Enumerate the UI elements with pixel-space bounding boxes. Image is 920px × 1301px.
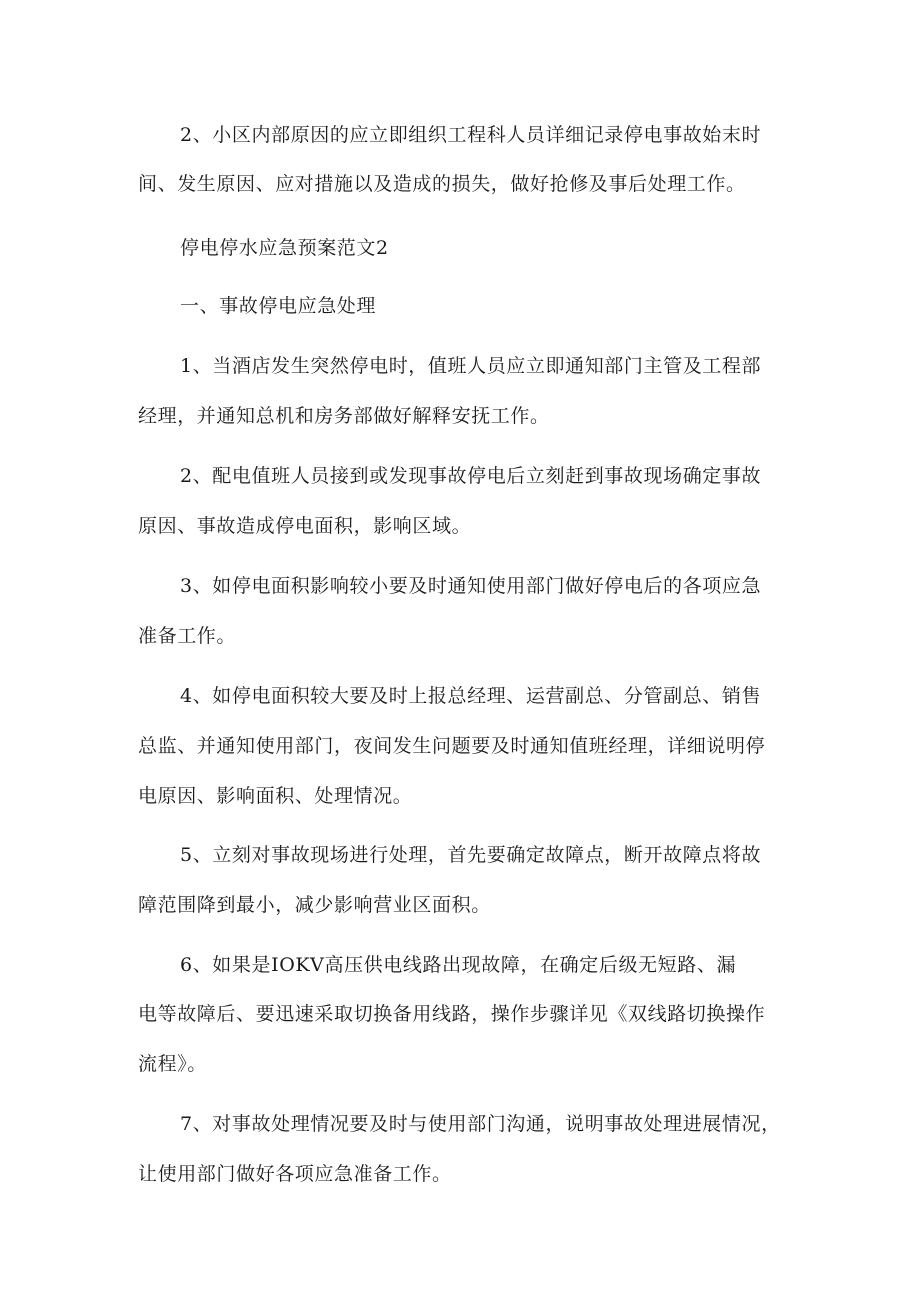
- paragraph-line: 原因、事故造成停电面积，影响区域。: [138, 515, 472, 537]
- paragraph-line: 3、如停电面积影响较小要及时通知使用部门做好停电后的各项应急: [180, 575, 762, 597]
- paragraph-line: 让使用部门做好各项应急准备工作。: [138, 1163, 452, 1185]
- paragraph-line: 障范围降到最小，减少影响营业区面积。: [138, 894, 491, 916]
- section-title: 停电停水应急预案范文2: [180, 237, 389, 259]
- paragraph-line: 2、配电值班人员接到或发现事故停电后立刻赶到事故现场确定事故: [180, 465, 762, 487]
- paragraph-line: 间、发生原因、应对措施以及造成的损失，做好抢修及事后处理工作。: [138, 173, 746, 195]
- paragraph-line: 准备工作。: [138, 625, 237, 647]
- paragraph-line: 流程》。: [138, 1053, 207, 1075]
- paragraph-line: 6、如果是IOKV高压供电线路出现故障，在确定后级无短路、漏: [180, 954, 737, 976]
- paragraph-line: 总监、并通知使用部门，夜间发生问题要及时通知值班经理，详细说明停: [138, 735, 766, 757]
- paragraph-line: 1、当酒店发生突然停电时，值班人员应立即通知部门主管及工程部: [180, 355, 762, 377]
- paragraph-line: 7、对事故处理情况要及时与使用部门沟通，说明事故处理进展情况，: [180, 1113, 781, 1135]
- paragraph-line: 2、小区内部原因的应立即组织工程科人员详细记录停电事故始末时: [180, 124, 762, 146]
- paragraph-line: 4、如停电面积较大要及时上报总经理、运营副总、分管副总、销售: [180, 685, 762, 707]
- paragraph-line: 经理，并通知总机和房务部做好解释安抚工作。: [138, 405, 550, 427]
- paragraph-line: 电等故障后、要迅速采取切换备用线路，操作步骤详见《双线路切换操作: [138, 1003, 766, 1025]
- paragraph-line: 5、立刻对事故现场进行处理，首先要确定故障点，断开故障点将故: [180, 844, 762, 866]
- paragraph-line: 电原因、影响面积、处理情况。: [138, 785, 413, 807]
- section-heading: 一、事故停电应急处理: [180, 295, 377, 317]
